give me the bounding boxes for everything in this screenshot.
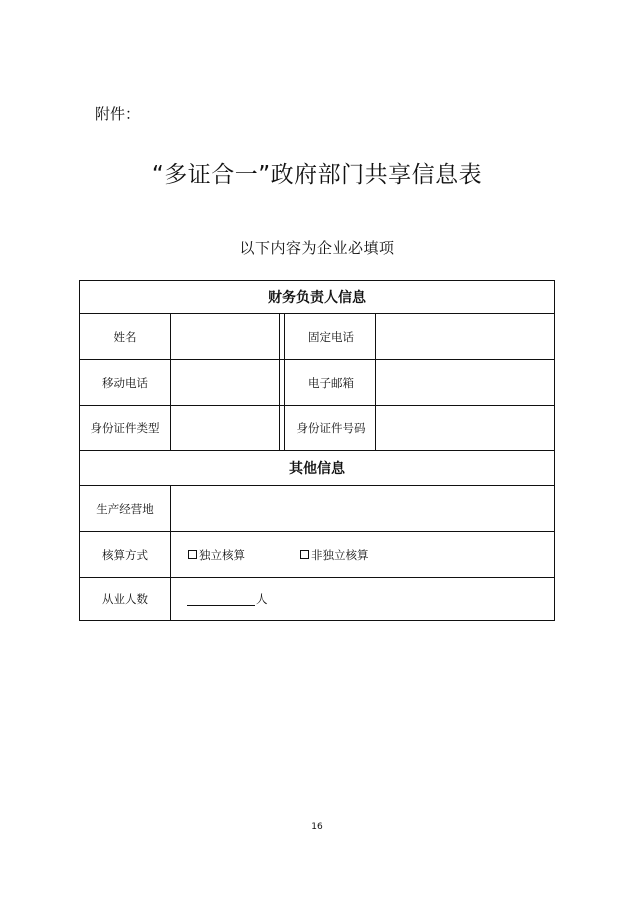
column-divider [279,313,280,450]
label-mobile: 移动电话 [102,375,148,390]
label-name: 姓名 [113,329,137,344]
independent-accounting-option[interactable] [188,532,245,577]
id-type-field[interactable] [171,406,284,450]
independent-accounting-label: 独立核算 [199,547,245,562]
independent-accounting-checkbox[interactable] [188,550,197,559]
label-accounting-method: 核算方式 [102,547,148,562]
employees-unit: 人 [256,592,268,606]
non-independent-accounting-option[interactable] [300,532,369,577]
id-number-field[interactable] [377,406,553,450]
name-field[interactable] [171,314,284,359]
employees-count-field[interactable] [187,592,255,606]
page-number: 16 [311,822,323,832]
column-divider [170,485,171,620]
label-id-number: 身份证件号码 [296,421,366,435]
document-subtitle: 以下内容为企业必填项 [239,239,395,257]
label-landline: 固定电话 [308,329,354,344]
business-location-field[interactable] [171,486,553,531]
non-independent-accounting-checkbox[interactable] [300,550,309,559]
column-divider [375,313,376,450]
column-divider [170,313,171,450]
label-employees: 从业人数 [102,592,148,606]
section-header-finance: 财务负责人信息 [268,290,366,306]
label-email: 电子邮箱 [308,375,354,390]
employees-count-group [187,578,268,620]
attachment-label: 附件： [95,105,141,123]
column-divider [284,313,285,450]
section-header-other: 其他信息 [289,461,345,477]
document-title: “多证合一”政府部门共享信息表 [151,162,483,188]
non-independent-accounting-label: 非独立核算 [311,547,369,562]
shared-info-form [79,280,555,621]
email-field[interactable] [377,360,553,405]
label-business-location: 生产经营地 [96,501,154,516]
mobile-field[interactable] [171,360,284,405]
landline-field[interactable] [377,314,553,359]
label-id-type: 身份证件类型 [90,421,160,435]
